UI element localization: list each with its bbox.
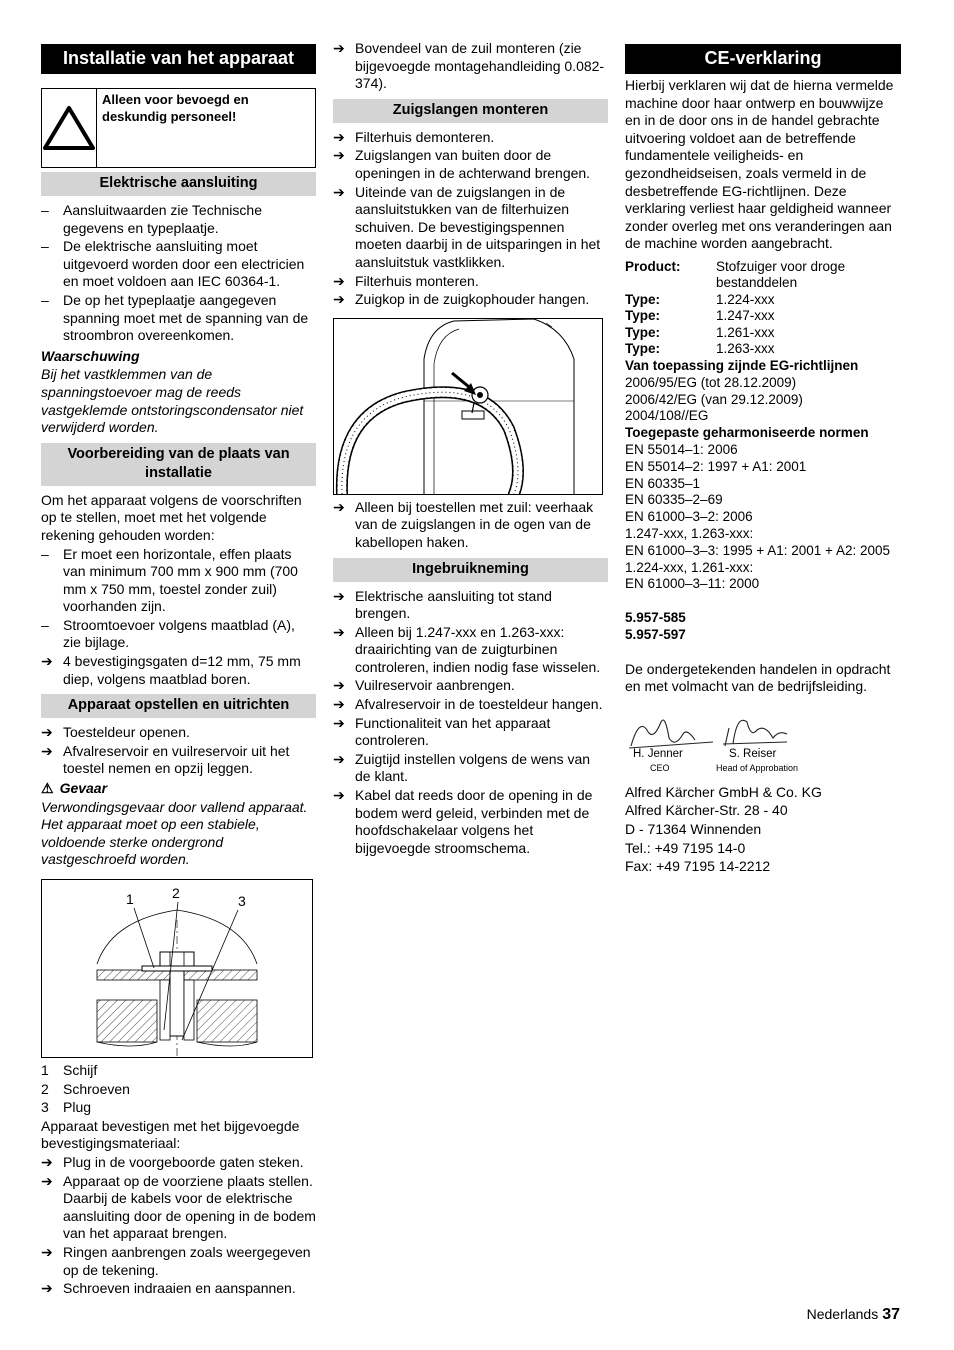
figure-label-1: 1 <box>126 891 134 907</box>
signatory-2-name: S. Reiser <box>729 747 777 760</box>
address-line: Alfred Kärcher GmbH & Co. KG <box>625 783 822 800</box>
signatory-1-name: H. Jenner <box>633 747 683 760</box>
subheading-hoses: Zuigslangen monteren <box>333 99 608 123</box>
list-item: ➔ Filterhuis demonteren. <box>333 128 495 145</box>
norm-item: 1.224-xxx, 1.261-xxx: <box>625 559 754 575</box>
list-item: ➔ Apparaat op de voorziene plaats stellen. Daarbij de kabels voor de elektrische aansluiting door de opening in de bodem van het apparaat brengen. <box>41 1172 316 1242</box>
product-row: Product: Stofzuiger voor droge bestanddelen <box>625 258 846 291</box>
danger-title: ⚠ Gevaar <box>41 780 108 797</box>
list-item: ➔ 4 bevestigingsgaten d=12 mm, 75 mm diep, volgens maatblad boren. <box>41 653 301 687</box>
norm-item: EN 61000–3–3: 1995 + A1: 2001 + A2: 2005 <box>625 542 890 558</box>
directive-item: 2004/108//EG <box>625 408 709 424</box>
mounting-figure <box>41 879 313 1058</box>
directive-item: 2006/95/EG (tot 28.12.2009) <box>625 374 797 390</box>
section-title-installation: Installatie van het apparaat <box>41 44 316 74</box>
list-item: ➔ Alleen bij toestellen met zuil: veerhaak van de zuigslangen in de ogen van de kabellopen haken. <box>333 498 594 550</box>
list-item: ➔ Afvalreservoir in de toesteldeur hangen. <box>333 696 603 713</box>
list-item: – Er moet een horizontale, effen plaats van minimum 700 mm x 900 mm (700 mm x 750 mm, toestel zonder zuil) voorhanden zijn. <box>41 545 298 615</box>
list-item: ➔ Zuigtijd instellen volgens de wens van de klant. <box>333 750 591 785</box>
address-line: Alfred Kärcher-Str. 28 - 40 <box>625 802 788 819</box>
list-item: ➔ Zuigslangen van buiten door de openingen in de achterwand brengen. <box>333 147 591 181</box>
column-right <box>625 40 901 877</box>
signatory-2-role: Head of Approbation <box>716 762 799 773</box>
signatories-text: De ondergetekenden handelen in opdracht en met volmacht van de bedrijfsleiding. <box>625 660 891 695</box>
warning-text: Bij het vastklemmen van de spanningstoevoer mag de reeds vastgeklemde ontstoringscondensator niet verwijderd worden. <box>41 366 304 436</box>
signatures <box>625 708 901 778</box>
list-item: ➔ Functionaliteit van het apparaat controleren. <box>333 714 551 749</box>
page-footer <box>807 1306 900 1324</box>
footer-language: Nederlands <box>806 1306 879 1322</box>
list-item: ➔ Elektrische aansluiting tot stand brengen. <box>333 587 552 622</box>
norm-item: EN 55014–1: 2006 <box>625 441 738 457</box>
section-title-ce: CE-verklaring <box>625 44 901 74</box>
fixing-intro: Apparaat bevestigen met het bijgevoegde bevestigingsmateriaal: <box>41 1117 300 1152</box>
fixing-list <box>41 1154 316 1298</box>
list-item: – De elektrische aansluiting moet uitgevoerd worden door een electricien en moet voldoen aan IEC 60364-1. <box>41 238 305 290</box>
type-row: Type: 1.263-xxx <box>625 341 775 357</box>
list-item: ➔ Toesteldeur openen. <box>41 724 190 741</box>
danger-text: Verwondingsgevaar door vallend apparaat. Het apparaat moet op een stabiele, voldoende sterke ondergrond vastgeschroefd worden. <box>41 798 308 868</box>
address-line: D - 71364 Winnenden <box>625 821 762 838</box>
list-item: ➔ Ringen aanbrengen zoals weergegeven op de tekening. <box>41 1243 311 1278</box>
type-row: Type: 1.247-xxx <box>625 308 775 324</box>
commissioning-list <box>333 588 608 858</box>
type-row: Type: 1.261-xxx <box>625 324 775 340</box>
list-item: ➔ Filterhuis monteren. <box>333 272 479 289</box>
hoses-list <box>333 129 608 309</box>
warning-box <box>41 88 316 168</box>
address-line: Fax: +49 7195 14-2212 <box>625 858 771 875</box>
norms-heading: Toegepaste geharmoniseerde normen <box>625 425 869 441</box>
hose-figure <box>333 318 603 495</box>
legend-item: 2 Schroeven <box>41 1080 130 1097</box>
norm-item: EN 60335–2–69 <box>625 492 723 508</box>
norm-item: 1.247-xxx, 1.263-xxx: <box>625 525 754 541</box>
list-item: – Stroomtoevoer volgens maatblad (A), zie bijlage. <box>41 616 295 651</box>
preparation-intro: Om het apparaat volgens de voorschriften op te stellen, moet met het volgende rekening gehouden worden: <box>41 491 302 543</box>
directives-heading: Van toepassing zijnde EG-richtlijnen <box>625 357 859 373</box>
ce-intro: Hierbij verklaren wij dat de hierna vermelde machine door haar ontwerp en bouwwijze en in de door ons in de handel gebrachte uitvoering voldoet aan de betreffende fundamentele veiligheids- en gezondheidseisen, zoals vermeld in de desbetreffende EG-richtlijnen. Deze verklaring verliest haar geldigheid wanneer zonder overleg met ons veranderingen aan de machine worden aangebracht. <box>625 77 894 252</box>
list-item: ➔ Kabel dat reeds door de opening in de bodem werd geleid, verbinden met de hoofdschakelaar volgens het bijgevoegde stroomschema. <box>333 787 593 856</box>
norm-item: EN 55014–2: 1997 + A1: 2001 <box>625 458 807 474</box>
preparation-list <box>41 546 316 689</box>
signature-graphic <box>625 708 825 753</box>
electrical-list <box>41 202 316 345</box>
norm-item: EN 61000–3–11: 2000 <box>625 576 760 592</box>
hoses-after-list <box>333 499 608 552</box>
list-item: ➔ Bovendeel van de zuil monteren (zie bijgevoegde montagehandleiding 0.082-374). <box>333 40 605 92</box>
page-number: 37 <box>882 1306 900 1323</box>
subheading-electrical: Elektrische aansluiting <box>41 172 316 196</box>
doc-code: 5.957-585 <box>625 610 686 626</box>
list-item: ➔ Uiteinde van de zuigslangen in de aansluitstukken van de filterhuizen schuiven. De bevestigingspennen moeten daarbij in de uitsparingen in het aansluitstuk vastklikken. <box>333 183 601 270</box>
directive-item: 2006/42/EG (van 29.12.2009) <box>625 391 803 407</box>
subheading-preparation: Voorbereiding van de plaats van installatie <box>41 443 316 486</box>
list-item: ➔ Afvalreservoir en vuilreservoir uit het toestel nemen en opzij leggen. <box>41 742 290 777</box>
setup-list <box>41 724 316 778</box>
list-item: ➔ Alleen bij 1.247-xxx en 1.263-xxx: draairichting van de zuigturbinen controleren, indien nodig fase wisselen. <box>333 623 601 675</box>
list-item: ➔ Zuigkop in de zuigkophouder hangen. <box>333 291 590 308</box>
address-block <box>625 784 901 876</box>
column-top-list <box>333 40 608 93</box>
figure-label-3: 3 <box>238 893 246 909</box>
warning-title: Waarschuwing <box>41 347 140 364</box>
list-item: ➔ Schroeven indraaien en aanspannen. <box>41 1280 296 1297</box>
norm-item: EN 61000–3–2: 2006 <box>625 509 753 525</box>
list-item: – Aansluitwaarden zie Technische gegevens en typeplaatje. <box>41 202 262 236</box>
norm-item: EN 60335–1 <box>625 475 701 491</box>
danger-triangle-icon: ⚠ <box>41 780 54 797</box>
doc-code: 5.957-597 <box>625 626 686 642</box>
column-middle <box>333 40 608 858</box>
legend-item: 3 Plug <box>41 1099 92 1116</box>
address-line: Tel.: +49 7195 14-0 <box>625 839 746 856</box>
type-row: Type: 1.224-xxx <box>625 291 775 307</box>
legend-item: 1 Schijf <box>41 1062 98 1078</box>
list-item: ➔ Vuilreservoir aanbrengen. <box>333 677 515 694</box>
figure-label-2: 2 <box>172 885 180 901</box>
signatory-1-role: CEO <box>650 762 670 773</box>
column-left <box>41 40 316 1299</box>
list-item: ➔ Plug in de voorgeboorde gaten steken. <box>41 1153 304 1170</box>
list-item: – De op het typeplaatje aangegeven spanning moet met de spanning van de stroombron overeenkomen. <box>41 291 309 344</box>
warning-triangle-icon <box>42 89 97 167</box>
warning-box-text: Alleen voor bevoegd en deskundig personeel! <box>102 92 249 124</box>
product-table <box>625 259 901 358</box>
subheading-setup: Apparaat opstellen en uitrichten <box>41 694 316 718</box>
subheading-commissioning: Ingebruikneming <box>333 558 608 582</box>
figure-legend <box>41 1062 316 1117</box>
